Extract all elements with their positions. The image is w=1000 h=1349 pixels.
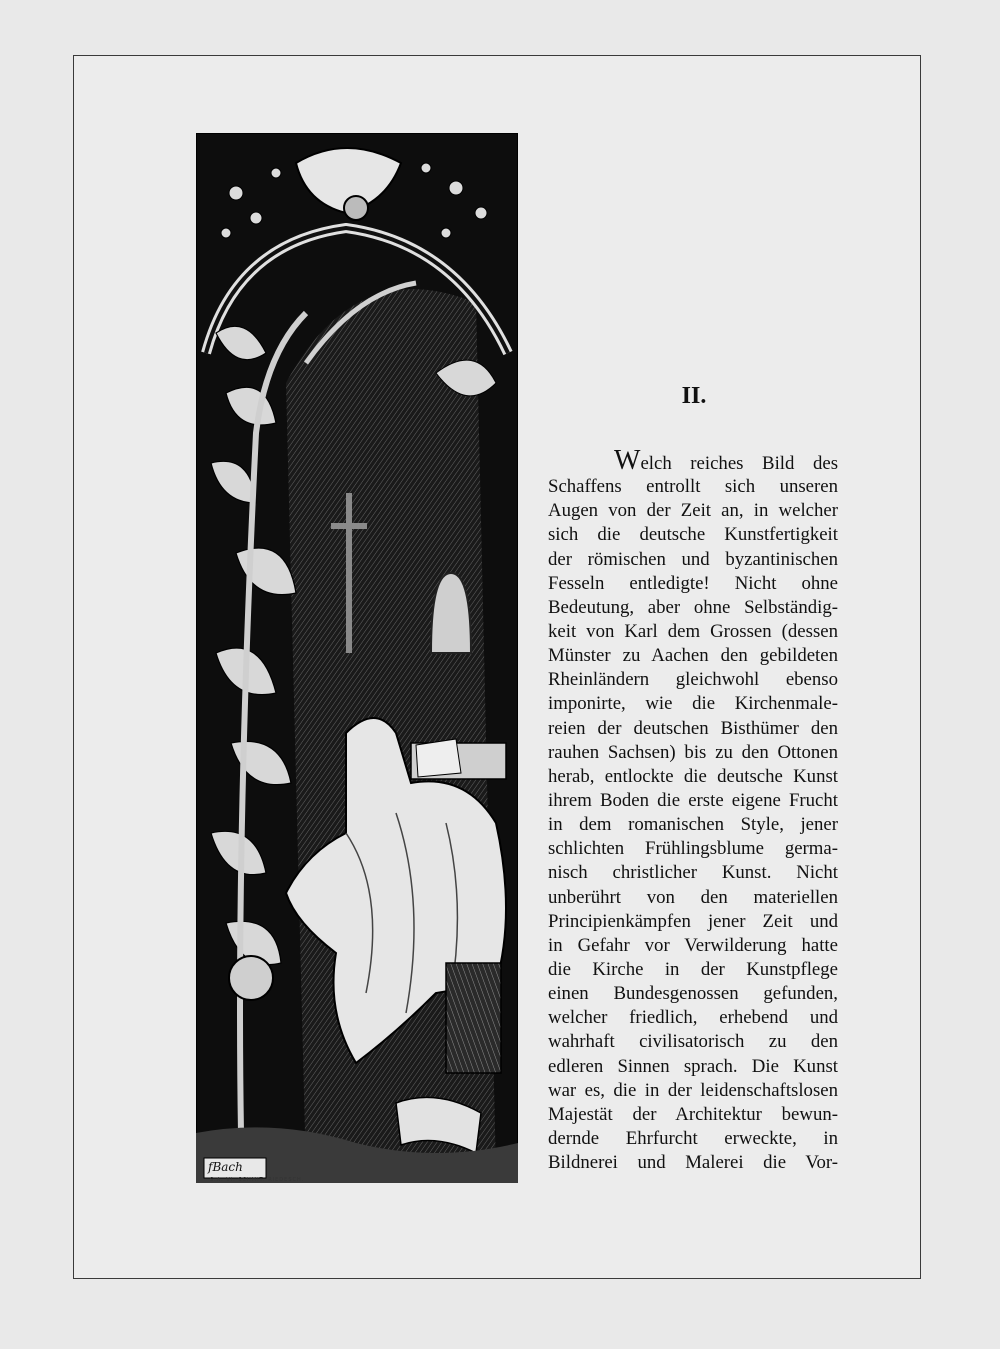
- text-line: Schaffens entrollt sich unseren: [548, 476, 838, 498]
- text-line: der römischen und byzantinischen: [548, 548, 838, 570]
- text-line: Bildnerei und Malerei die Vor-: [548, 1152, 838, 1174]
- text-line: welcher friedlich, erhebend und: [548, 1007, 838, 1029]
- text-line: herab, entlockte die deutsche Kunst: [548, 765, 838, 787]
- text-line: rauhen Sachsen) bis zu den Ottonen: [548, 741, 838, 763]
- text-line: Fesseln entledigte! Nicht ohne: [548, 572, 838, 594]
- text-line: Augen von der Zeit an, in welcher: [548, 500, 838, 522]
- illustration-svg: [196, 133, 518, 1183]
- text-line: die Kirche in der Kunstpflege: [548, 958, 838, 980]
- text-line: Bedeutung, aber ohne Selbständig-: [548, 596, 838, 618]
- artist-signature: fBach: [208, 1160, 243, 1174]
- text-line: dernde Ehrfurcht erweckte, in: [548, 1127, 838, 1149]
- text-line: Rheinländern gleichwohl ebenso: [548, 669, 838, 691]
- text-line: [548, 445, 838, 476]
- text-line: in dem romanischen Style, jener: [548, 814, 838, 836]
- text-line: Majestät der Architektur bewun-: [548, 1103, 838, 1125]
- first-line-text: elch reiches Bild des: [640, 453, 838, 474]
- text-line: reien der deutschen Bisthümer den: [548, 717, 838, 739]
- text-line: Principienkämpfen jener Zeit und: [548, 910, 838, 932]
- text-line: ihrem Boden die erste eigene Frucht: [548, 789, 838, 811]
- text-line: war es, die in der leidenschaftslosen: [548, 1079, 838, 1101]
- text-line: nisch christlicher Kunst. Nicht: [548, 862, 838, 884]
- drop-cap: W: [614, 445, 641, 476]
- text-line: schlichten Frühlingsblume germa-: [548, 838, 838, 860]
- text-line: sich die deutsche Kunstfertigkeit: [548, 524, 838, 546]
- engraved-illustration: [196, 133, 518, 1183]
- text-line: imponirte, wie die Kirchenmale-: [548, 693, 838, 715]
- chapter-number: II.: [681, 383, 707, 409]
- text-line: in Gefahr vor Verwilderung hatte: [548, 934, 838, 956]
- text-line: unberührt von den materiellen: [548, 886, 838, 908]
- text-line: Münster zu Aachen den gebildeten: [548, 645, 838, 667]
- text-line: edleren Sinnen sprach. Die Kunst: [548, 1055, 838, 1077]
- body-text: [548, 445, 838, 1175]
- text-line: wahrhaft civilisatorisch zu den: [548, 1031, 838, 1053]
- text-line: einen Bundesgenossen gefunden,: [548, 983, 838, 1005]
- engraver-credit: S.A. VI. SCHMIT. RIEDESCH.: [210, 1177, 305, 1183]
- text-line: keit von Karl dem Grossen (dessen: [548, 620, 838, 642]
